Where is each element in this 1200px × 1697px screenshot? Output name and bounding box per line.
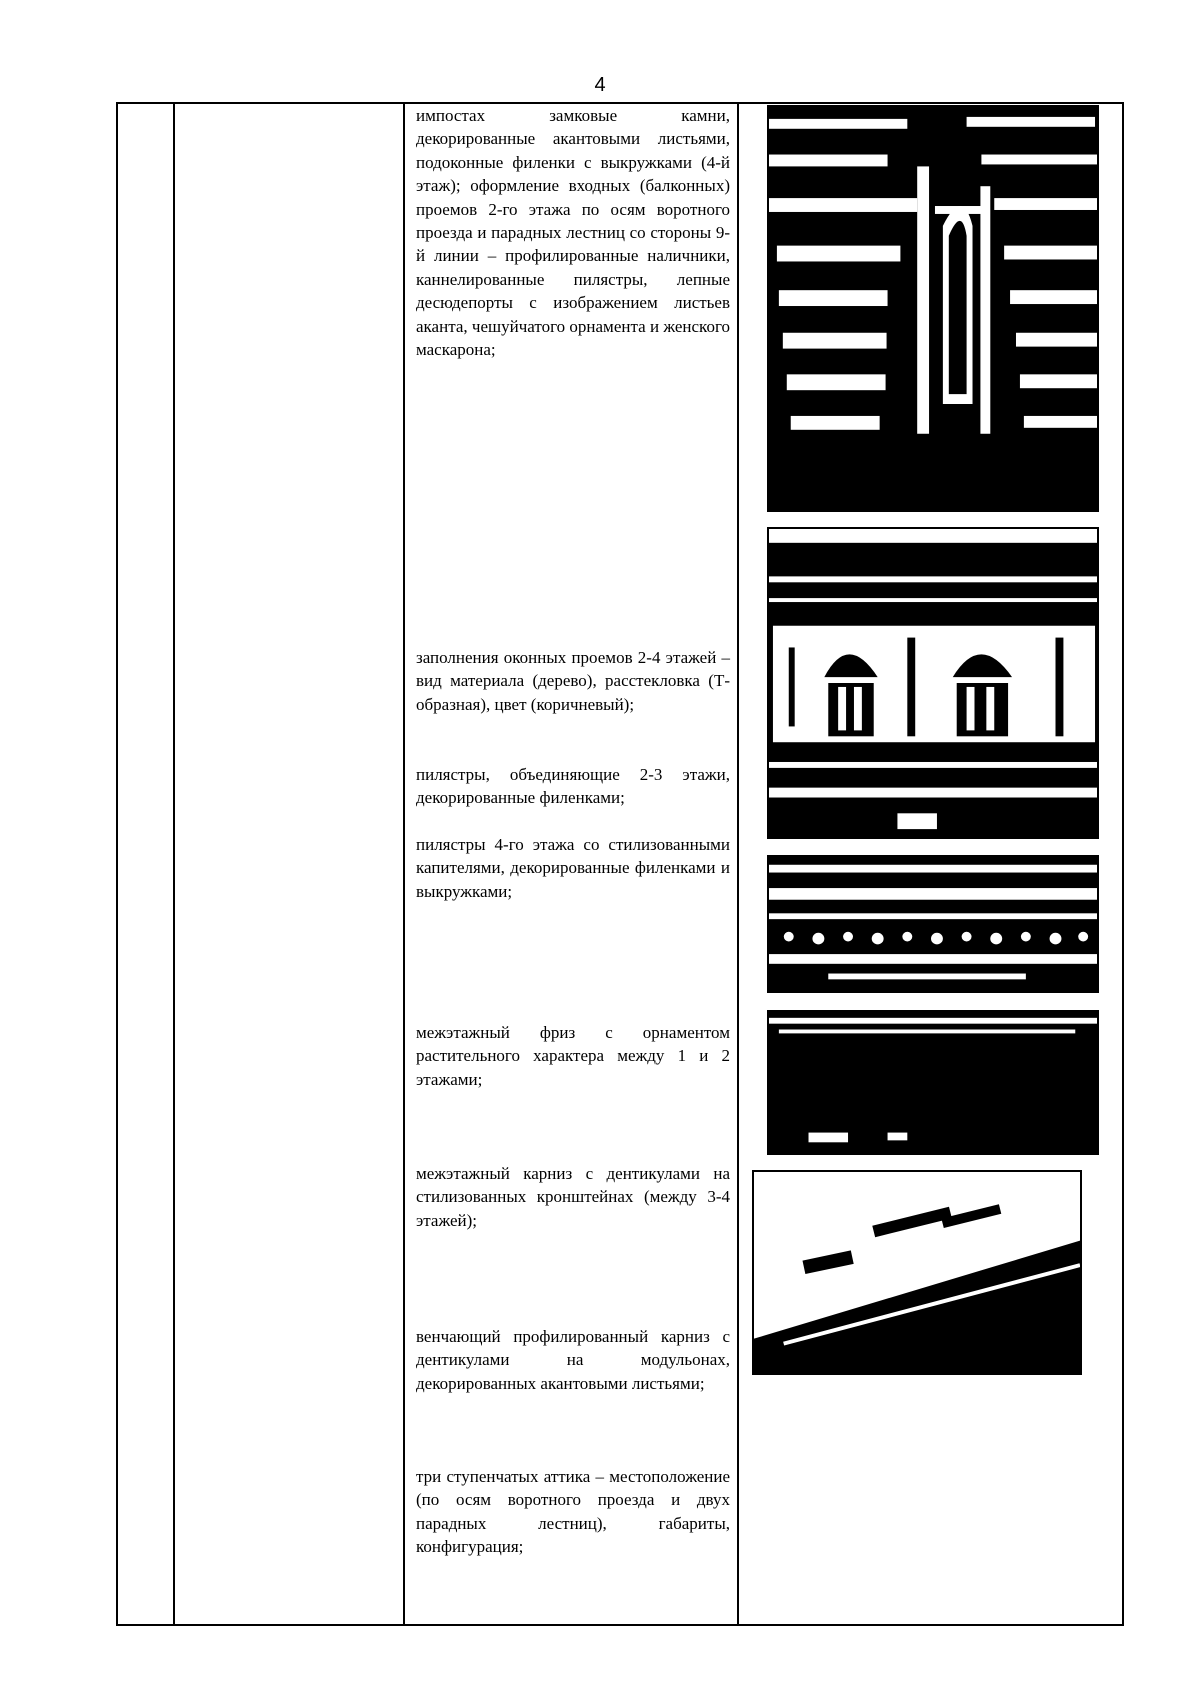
entry-attics: три ступенчатых аттика – местоположение (по осям воротного проезда и двух парадных лестниц), габариты, конфигурация; (416, 1467, 730, 1557)
photo-crowning-cornice (752, 1170, 1082, 1375)
entry-pilasters-2-3: пилястры, объединяющие 2-3 этажи, декорированные филенками; (416, 765, 730, 808)
column-divider-1 (173, 102, 175, 1626)
column-divider-3 (737, 102, 739, 1626)
entry-cornice-3-4: межэтажный карниз с дентикулами на стилизованных кронштейнах (между 3-4 этажей); (416, 1164, 730, 1230)
column-divider-2 (403, 102, 405, 1626)
photo-facade-portal (767, 105, 1099, 512)
photo-windows-balcony (767, 527, 1099, 839)
photo-frieze-ornament (767, 855, 1099, 993)
entry-pilasters-4: пилястры 4-го этажа со стилизованными капителями, декорированные филенками и выкружками; (416, 835, 730, 901)
entry-window-decor: импостах замковые камни, декорированные акантовыми листьями, подоконные филенки с выкружками (4-й этаж); оформление входных (балконных) проемов 2-го этажа по осям воротного проезда и парадных лестниц со стороны 9-й линии – профилированные наличники, каннелированные пилястры, лепные десюдепорты с изображением листьев аканта, чешуйчатого орнамента и женского маскарона; (416, 106, 730, 360)
photo-cornice-brackets (767, 1010, 1099, 1155)
entry-crowning-cornice: венчающий профилированный карниз с дентикулами на модульонах, декорированных акантовыми листьями; (416, 1327, 730, 1393)
entry-window-fillings: заполнения оконных проемов 2-4 этажей – вид материала (дерево), расстекловка (Т-образная), цвет (коричневый); (416, 648, 730, 714)
page-number: 4 (594, 74, 606, 96)
entry-frieze: межэтажный фриз с орнаментом растительного характера между 1 и 2 этажами; (416, 1023, 730, 1089)
